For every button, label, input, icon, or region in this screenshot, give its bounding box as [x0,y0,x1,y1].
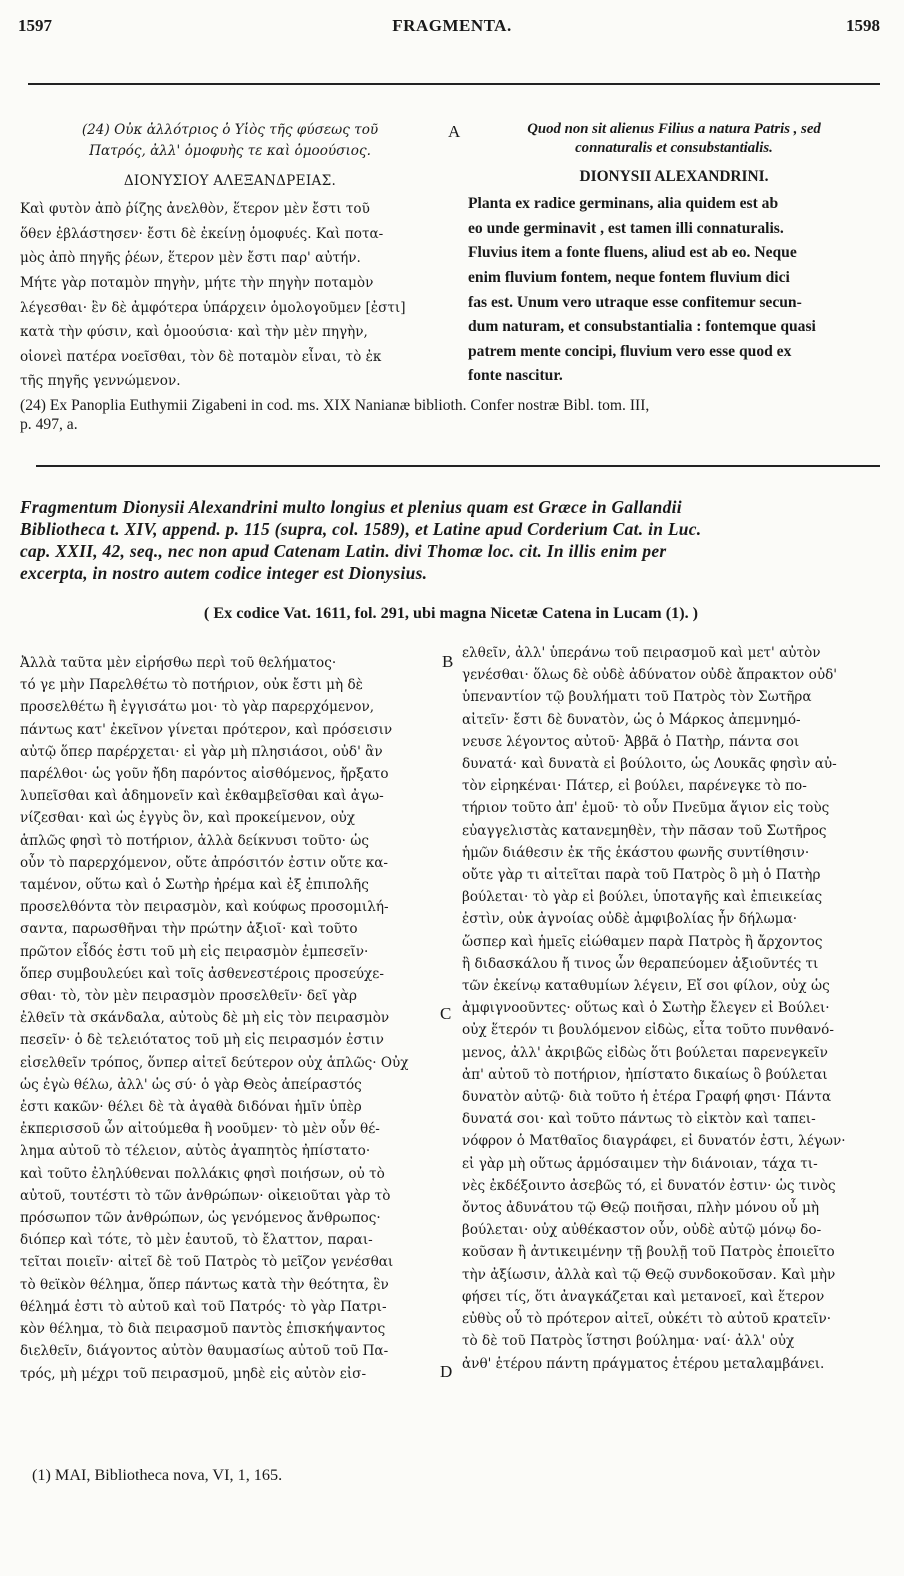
greek-text-line: ταμένον, οὕτω καὶ ὁ Σωτὴρ ἠρέμα καὶ ἐξ ἐπιπολῆς [20,877,369,894]
greek-text-line: διελθεῖν, διάγοντος αὐτὸν θαυμασίως αὐτοῦ τοῦ Πα- [20,1343,389,1360]
greek-text-line: Μήτε γὰρ ποταμὸν πηγὴν, μήτε τὴν πηγὴν ποταμὸν [20,274,374,291]
greek-text-line: πρῶτον εἶδός ἐστι τοῦ μὴ εἰς πειρασμὸν ἐμπεσεῖν· [20,943,369,960]
greek-text-line: λυπεῖσθαι καὶ ἀδημονεῖν καὶ ἐκθαμβεῖσθαι καὶ ἀγω- [20,788,384,805]
latin-text-line: fas est. Unum vero utraque esse confitemur secun- [468,293,802,311]
latin-text-line: fonte nascitur. [468,367,563,385]
greek-text-line: πρόσωπον τῶν ἀνθρώπων, ὡς γενόμενος ἄνθρωπος· [20,1210,381,1227]
margin-letter-a: A [448,122,461,141]
greek-text-line: πεσεῖν· ὁ δὲ τελειότατος τοῦ μὴ εἰς πειρασμόν ἐστιν [20,1032,384,1049]
greek-text-line: παρέλθοι· ὡς γοῦν ἤδη παρόντος αἰσθόμενος, ἤρξατο [20,766,389,783]
greek-text-line: τήριον τοῦτο ἀπ' ἐμοῦ· τὸ οὖν Πνεῦμα ἅγιον εἰς τοὺς [462,800,830,817]
greek-text-line: ὄντος ἀδυνάτου τῷ Θεῷ ποιῆσαι, πλὴν μόνου οὗ μὴ [462,1200,820,1217]
greek-text-line: γενέσθαι· ὅλως δὲ οὐδὲ ἀδύνατον οὐδὲ ἄπρακτον οὐδ' [462,667,838,684]
greek-text-line: ὡς ἐγὼ θέλω, ἀλλ' ὡς σύ· ὁ γὰρ Θεὸς ἀπείραστός [20,1076,362,1093]
greek-text-line: νίζεσθαι· καὶ ὡς ἐγγὺς ὂν, καὶ προκείμενον, οὐχ [20,810,356,827]
greek-text-line: οἱονεὶ πατέρα νοεῖσθαι, τὸν δὲ ποταμὸν εἶναι, τὸ ἐκ [20,348,382,365]
greek-text-line: εὐθὺς οὗ τὸ πρότερον αἰτεῖ, οὐκέτι τὸ αὐτοῦ κρατεῖν· [462,1311,832,1328]
section-rule [36,465,880,467]
greek-text-line: κοῦσαν ἢ ἀντικειμένην τῇ βουλῇ τοῦ Πατρὸς ἐποιεῖτο [462,1244,835,1261]
greek-text-line: αἰτεῖν· ἔστι δὲ δυνατὸν, ὡς ὁ Μάρκος ἀπεμνημό- [462,711,801,728]
greek-paragraph [20,197,440,394]
page-number-right: 1598 [846,16,880,35]
greek-text-line: δυνατὸν αὐτῷ· διὰ τοῦτο ἡ ἑτέρα Γραφή φησι· Πάντα [462,1089,832,1106]
greek-text-line: τό γε μὴν Παρελθέτω τὸ ποτήριον, οὐκ ἔστι μὴ δὲ [20,677,363,694]
running-title: FRAGMENTA. [392,16,512,35]
greek-text-line: προσελθόντα τὸν πειρασμὸν, καὶ κούφως προσομιλή- [20,899,389,916]
greek-text-line: οὖν τὸ παρερχόμενον, οὔτε ἀπρόσιτόν ἐστιν οὔτε κα- [20,854,388,871]
greek-text-line: σαντα, παρωσθῆναι τὴν πρώτην ἀξιοῖ· καὶ τοῦτο [20,921,358,938]
margin-letter-c: C [440,1004,452,1023]
greek-text-line: ἐκπερισσοῦ ὧν αἰτούμεθα ἢ νοοῦμεν· τὸ μὲν οὖν θέ- [20,1121,380,1138]
latin-author: DIONYSII ALEXANDRINI. [579,168,769,185]
greek-text-line: νόφρον ὁ Ματθαῖος διαγράφει, εἰ δυνατόν ἐστι, λέγων· [462,1133,846,1150]
greek-text-line: βούλεται· τὸ γὰρ εἰ βούλει, ὑποταγῆς καὶ ἐπιεικείας [462,889,823,906]
greek-text-line: Ἀλλὰ ταῦτα μὲν εἰρήσθω περὶ τοῦ θελήματος· [20,655,337,671]
greek-text-line: ἁπλῶς φησὶ τὸ ποτήριον, ἀλλὰ δείκνυσι τοῦτο· ὡς [20,832,369,849]
greek-text-line: ἀπ' αὐτοῦ τὸ ποτήριον, ἠπίστατο δικαίως ὃ βούλεται [462,1066,828,1083]
latin-text-line: Fluvius item a fonte fluens, aliud est ab eo. Neque [468,244,797,262]
greek-text-line: ὅθεν ἐβλάστησεν· ἔστι δὲ ἐκείνῃ ὁμοφυές. Καὶ ποτα- [20,225,384,242]
greek-text-line: ἐστὶν, οὐκ ἀγνοίας οὐδὲ ἀμφιβολίας ἦν δήλωμα· [462,911,798,928]
main-greek-right [462,642,882,1375]
greek-text-line: τὸ θεϊκὸν θέλημα, ὅπερ πάντως κατὰ τὴν θεότητα, ἓν [20,1276,389,1293]
latin-paragraph [468,192,880,389]
greek-text-line: ἢ διδασκάλου ἤ τινος ὧν θεραπεύομεν ἀξιοῦντές τι [462,955,819,972]
greek-text-line: κὸν θέλημα, τὸ διὰ πειρασμοῦ παντὸς ἐπισκήψαντος [20,1321,386,1338]
intro-note [20,496,882,584]
greek-heading: (24) Οὐκ ἀλλότριος ὁ Υἱὸς τῆς φύσεως τοῦ Πατρός, ἀλλ' ὁμοφυὴς τε καὶ ὁμοούσιος. [81,122,379,159]
header-rule [28,83,880,85]
greek-column [20,120,440,394]
greek-text-line: κατὰ τὴν φύσιν, καὶ ὁμοούσια· καὶ τὴν μὲν πηγὴν, [20,324,368,341]
greek-text-line: οὐχ ἕτερόν τι βουλόμενον εἰδὼς, εἶτα τοῦτο πυνθανό- [462,1022,834,1039]
greek-text-line: αὐτοῦ, τουτέστι τὸ τῶν ἀνθρώπων· οἰκειοῦται γὰρ τὸ [20,1187,391,1204]
greek-text-line: ἡμῶν διάθεσιν ἐκ τῆς ἑκάστου φωνῆς συντίθησιν· [462,844,810,861]
greek-text-line: τρός, μὴ μέχρι τοῦ πειρασμοῦ, μηδὲ εἰς αὐτὸν εἰσ- [20,1365,367,1382]
latin-text-line: enim fluvium fontem, neque fontem fluvium dici [468,268,790,286]
greek-text-line: ἀνθ' ἑτέρου πάντη πράγματος ἑτέρου μεταλαμβάνει. [462,1355,825,1372]
page-number-left: 1597 [18,16,52,35]
greek-text-line: τὴν ἀξίωσιν, ἀλλὰ καὶ τῷ Θεῷ συνδοκοῦσαν. Καὶ μὴν [462,1266,836,1283]
greek-text-line: τεῖται ποιεῖν· αἰτεῖ δὲ τοῦ Πατρὸς τὸ μεῖζον γενέσθαι [20,1254,394,1271]
footnote-1: (1) MAI, Bibliotheca nova, VI, 1, 165. [32,1466,283,1484]
greek-text-line: διόπερ καὶ τότε, τὸ μὲν ἑαυτοῦ, τὸ ἔλαττον, παραι- [20,1232,373,1249]
greek-text-line: εἰ γὰρ μὴ οὕτως ἁρμόσαιμεν τὴν διάνοιαν, τάχα τι- [462,1155,818,1172]
greek-text-line: προσελθέτω ἢ ἐγγισάτω μοι· τὸ γὰρ παρερχόμενον, [20,699,375,716]
greek-text-line: ὥσπερ καὶ ἡμεῖς εἰώθαμεν παρὰ Πατρὸς ἢ ἄρχοντος [462,933,823,950]
latin-text-line: dum naturam, et consubstantialia : fontemque quasi [468,318,816,336]
greek-text-line: ελθεῖν, ἀλλ' ὑπεράνω τοῦ πειρασμοῦ καὶ μετ' αὐτὸν [462,645,821,661]
greek-text-line: θέλημά ἐστι τὸ αὐτοῦ καὶ τοῦ Πατρός· τὸ γὰρ Πατρι- [20,1298,387,1315]
latin-text-line: eo unde germinavit , est tamen illi connaturalis. [468,219,784,237]
greek-text-line: μενος, ἀλλ' ἀκριβῶς εἰδὼς ὅτι βούλεται παρενεγκεῖν [462,1044,828,1061]
greek-text-line: ὅπερ συμβουλεύει καὶ τοῖς ἀσθενεστέροις προσεύχε- [20,965,384,982]
greek-author: ΔΙΟΝΥΣΙΟΥ ΑΛΕΞΑΝΔΡΕΙΑΣ. [123,173,337,189]
greek-text-line: λημα αὐτοῦ τὸ τέλειον, αὐτὸς ἀγαπητὸς ἠπίστατο· [20,1143,371,1160]
greek-text-line: ἐστι κακῶν· θέλει δὲ τὰ ἀγαθὰ διδόναι ἡμῖν ὑπὲρ [20,1099,362,1116]
greek-text-line: οὔτε γὰρ τι αἰτεῖται παρὰ τοῦ Πατρὸς ὃ μὴ ὁ Πατὴρ [462,867,821,884]
greek-text-line: τὸν εἰρηκέναι· Πάτερ, εἰ βούλει, παρένεγκε τὸ πο- [462,778,807,795]
latin-column [468,120,880,389]
intro-line: Bibliotheca t. XIV, append. p. 115 (supra, col. 1589), et Latine apud Corderium Cat. in Luc. [20,519,702,539]
greek-text-line: νὲς ἐκδέξοιντο ἀσεβῶς τό, εἰ δυνατόν ἐστιν· ὡς τινὸς [462,1177,836,1194]
greek-text-line: τῆς πηγῆς γεννώμενον. [20,373,181,390]
greek-text-line: δυνατά σοι· καὶ τοῦτο πάντως τὸ εἰκτὸν καὶ ταπει- [462,1111,816,1128]
greek-text-line: ἀμφιγνοοῦντες· οὕτως καὶ ὁ Σωτὴρ ἔλεγεν εἰ Βούλει· [462,1000,830,1017]
margin-letter-b: B [442,652,454,671]
latin-heading: Quod non sit alienus Filius a natura Patris , sed connaturalis et consubstantialis. [527,121,821,156]
greek-text-line: νευσε λέγοντος αὐτοῦ· Ἀββᾶ ὁ Πατὴρ, πάντα σοι [462,733,800,750]
greek-text-line: λέγεσθαι· ἓν δὲ ἀμφότερα ὑπάρχειν ὁμολογοῦμεν [ἐστι] [20,299,406,316]
latin-text-line: Planta ex radice germinans, alia quidem est ab [468,195,779,213]
greek-text-line: δυνατά· καὶ δυνατὰ εἰ βούλοιτο, ὡς Λουκᾶς φησὶν αὐ- [462,756,837,773]
main-greek-left [20,652,448,1385]
greek-text-line: εἰσελθεῖν τρόπος, ὅνπερ αἰτεῖ δεύτερον οὐχ ἁπλῶς· Οὐχ [20,1054,409,1071]
greek-text-line: ὑπεναντίον τῷ βουλήματι τοῦ Πατρὸς τὸν Σωτῆρα [462,689,812,706]
greek-text-line: αὐτῷ ὅπερ παρέρχεται· εἰ γὰρ μὴ πλησιάσοι, οὐδ' ἂν [20,743,383,760]
intro-line: excerpta, in nostro autem codice integer est Dionysius. [20,563,428,583]
greek-text-line: φήσει τίς, ὅτι ἀναγκάζεται καὶ μετανοεῖ, καὶ ἕτερον [462,1288,825,1305]
intro-line: cap. XXII, 42, seq., nec non apud Catenam Latin. divi Thomæ loc. cit. In illis enim per [20,541,667,561]
footnote-24: (24) Ex Panoplia Euthymii Zigabeni in cod. ms. XIX Nanianæ biblioth. Confer nostræ Bibl. tom. III, p. 497, a. [20,397,650,433]
greek-text-line: εὐαγγελιστὰς κατανεμηθὲν, τὴν πᾶσαν τοῦ Σωτῆρος [462,822,827,839]
greek-text-line: ἐλθεῖν τὰ σκάνδαλα, αὐτοὺς δὲ μὴ εἰς τὸν πειρασμὸν [20,1010,390,1027]
latin-text-line: patrem mente concipi, fluvium vero esse quod ex [468,342,792,360]
source-line: ( Ex codice Vat. 1611, fol. 291, ubi magna Nicetæ Catena in Lucam (1). ) [203,604,699,622]
greek-text-line: καὶ τοῦτο ἐληλύθεναι πολλάκις φησὶ ποιήσων, οὐ τὸ [20,1165,385,1182]
greek-text-line: πάντως κατ' ἐκεῖνον γίνεται πρότερον, καὶ πρόσεισιν [20,721,393,738]
greek-text-line: βούλεται· οὐχ αὐθέκαστον οὖν, οὐδὲ αὐτῷ μόνῳ δο- [462,1222,822,1239]
intro-line: Fragmentum Dionysii Alexandrini multo longius et plenius quam est Græce in Gallandii [20,497,682,517]
greek-text-line: τῶν ἐκείνῳ καταθυμίων λέγειν, Εἴ σοι φίλον, οὐχ ὡς [462,978,830,995]
greek-text-line: σθαι· τὸ, τὸν μὲν πειρασμὸν προσελθεῖν· δεῖ γὰρ [20,988,358,1005]
margin-letter-d: D [440,1362,453,1381]
greek-text-line: τὸ δὲ τοῦ Πατρὸς ἵστησι βούλημα· ναί· ἀλλ' οὐχ [462,1333,795,1350]
greek-text-line: Καὶ φυτὸν ἀπὸ ῥίζης ἀνελθὸν, ἕτερον μὲν ἔστι τοῦ [20,201,370,218]
greek-text-line: μὸς ἀπὸ πηγῆς ῥέων, ἕτερον μὲν ἔστι παρ' αὐτήν. [20,250,361,267]
